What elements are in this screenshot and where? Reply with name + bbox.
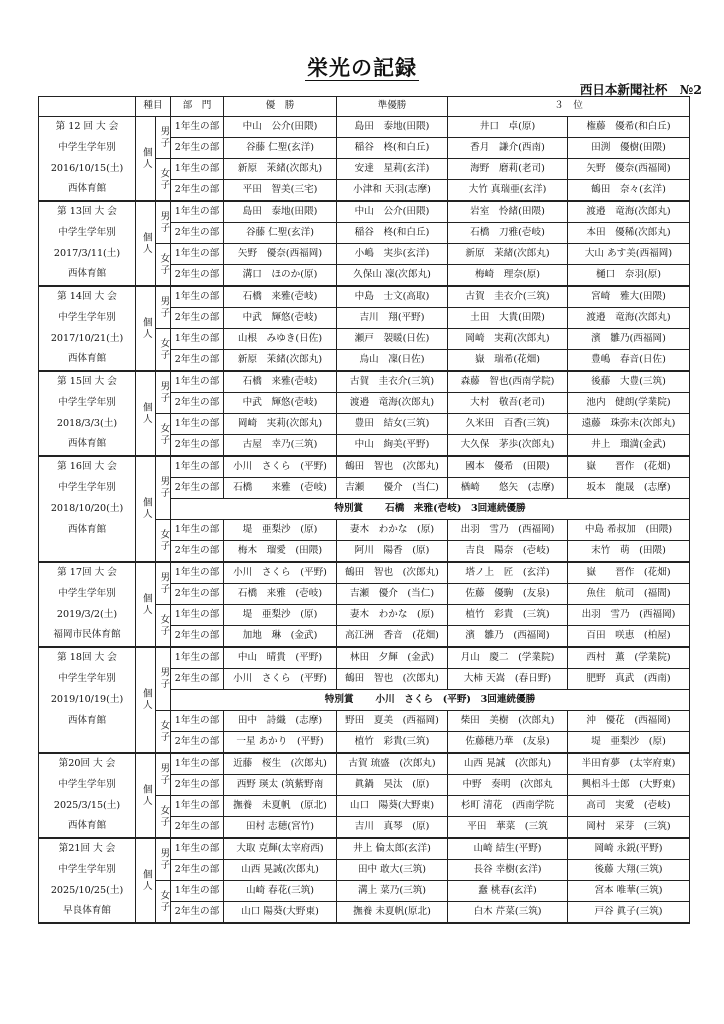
division-cell: 1年生の部	[171, 244, 224, 265]
first-place-cell: 古屋 幸乃(三筑)	[224, 435, 337, 457]
third-place-cell: 田渕 優樹(田隈)	[568, 138, 690, 159]
meet-block	[39, 753, 690, 838]
gender-boys-label: 男子	[156, 371, 171, 414]
meet-block	[39, 117, 690, 202]
second-place-cell: 溝上 菜乃(三筑)	[337, 881, 448, 902]
third-place-cell: 渡邉 竜海(次郎丸)	[568, 201, 690, 223]
third-place-cell: 末竹 萌 (田隈)	[568, 541, 690, 563]
first-place-cell: 中山 晴貴 (平野)	[224, 647, 337, 669]
first-place-cell: 小川 さくら (平野)	[224, 456, 337, 478]
third-place-cell: 佐藤穂乃華 (友泉)	[448, 732, 568, 754]
third-place-cell: 古賀 圭衣介(三筑)	[448, 286, 568, 308]
third-place-cell: 塔ノ上 匠 (玄洋)	[448, 562, 568, 584]
first-place-cell: 石橋 来雅(壱岐)	[224, 371, 337, 393]
division-cell: 1年生の部	[171, 711, 224, 732]
division-cell: 2年生の部	[171, 223, 224, 244]
individual-label: 個人	[136, 838, 156, 923]
third-place-cell: 岡崎 実莉(次郎丸)	[448, 329, 568, 350]
header-blank	[39, 97, 136, 117]
division-cell: 2年生の部	[171, 478, 224, 499]
meet-info-category: 中学生学年別	[39, 223, 136, 244]
second-place-cell: 鶴田 智也 (次郎丸)	[337, 562, 448, 584]
special-award-text: 小川 さくら (平野) 3回連続優勝	[375, 693, 536, 705]
second-place-cell: 久保山 凜(次郎丸)	[337, 265, 448, 287]
result-row	[39, 117, 690, 138]
division-cell: 2年生の部	[171, 138, 224, 159]
division-cell: 1年生の部	[171, 329, 224, 350]
third-place-cell: 香月 謙介(西南)	[448, 138, 568, 159]
first-place-cell: 撫養 未夏帆 (原北)	[224, 796, 337, 817]
third-place-cell: 長谷 幸樹(玄洋)	[448, 860, 568, 881]
second-place-cell: 小津和 天羽(志摩)	[337, 180, 448, 202]
second-place-cell: 中山 公介(田隈)	[337, 201, 448, 223]
third-place-cell: 大久保 茅歩(次郎丸)	[448, 435, 568, 457]
third-place-cell: 宮本 唯華(三筑)	[568, 881, 690, 902]
meet-block	[39, 647, 690, 753]
first-place-cell: 新原 茉緒(次郎丸)	[224, 159, 337, 180]
special-award-label: 特別賞	[334, 502, 364, 514]
meet-info-venue: 西体育館	[39, 435, 136, 457]
third-place-cell: 後藤 大翔(三筑)	[568, 860, 690, 881]
division-cell: 1年生の部	[171, 562, 224, 584]
division-cell: 2年生の部	[171, 584, 224, 605]
third-place-cell: 海野 磨莉(老司)	[448, 159, 568, 180]
individual-label: 個人	[136, 647, 156, 753]
records-table	[38, 96, 690, 924]
third-place-cell: 後藤 大豊(三筑)	[568, 371, 690, 393]
meet-info-category: 中学生学年別	[39, 478, 136, 499]
second-place-cell: 阿川 陽香 (原)	[337, 541, 448, 563]
division-cell: 2年生の部	[171, 350, 224, 372]
gender-girls-label: 女子	[156, 881, 171, 924]
meet-info-category: 中学生学年別	[39, 393, 136, 414]
first-place-cell: 石橋 来雅 (壱岐)	[224, 478, 337, 499]
first-place-cell: 梅木 瑠愛 (田隈)	[224, 541, 337, 563]
third-place-cell: 百田 咲恵 (柏屋)	[568, 626, 690, 648]
division-cell: 2年生の部	[171, 902, 224, 924]
meet-info-venue: 西体育館	[39, 520, 136, 541]
result-row	[39, 201, 690, 223]
header-kind: 種目	[136, 97, 171, 117]
first-place-cell: 堤 亜梨沙 (原)	[224, 520, 337, 541]
meet-info-category: 中学生学年別	[39, 584, 136, 605]
cup-number: №2	[679, 82, 702, 97]
third-place-cell: 半田育夢 (太宰府東)	[568, 753, 690, 775]
meet-info-category: 中学生学年別	[39, 860, 136, 881]
first-place-cell: 堤 亜梨沙 (原)	[224, 605, 337, 626]
third-place-cell: 大竹 真瑞亜(玄洋)	[448, 180, 568, 202]
meet-block	[39, 456, 690, 562]
meet-block	[39, 838, 690, 923]
second-place-cell: 瀬戸 袈暖(日佐)	[337, 329, 448, 350]
division-cell: 1年生の部	[171, 117, 224, 138]
meet-block	[39, 562, 690, 647]
gender-girls-label: 女子	[156, 244, 171, 287]
meet-info-date: 2017/3/11(土)	[39, 244, 136, 265]
meet-info-date: 2018/10/20(土)	[39, 499, 136, 520]
third-place-cell: 中野 奏明 (次郎丸	[448, 775, 568, 796]
meet-info-blank	[39, 732, 136, 754]
second-place-cell: 吉川 真琴 (原)	[337, 817, 448, 839]
meet-info-meet: 第 17回 大 会	[39, 562, 136, 584]
division-cell: 1年生の部	[171, 456, 224, 478]
third-place-cell: 堤 亜梨沙 (原)	[568, 732, 690, 754]
division-cell: 1年生の部	[171, 371, 224, 393]
third-place-cell: 井上 瑠満(金武)	[568, 435, 690, 457]
division-cell: 2年生の部	[171, 435, 224, 457]
gender-boys-label: 男子	[156, 647, 171, 711]
first-place-cell: 西野 瑛太 (筑紫野南	[224, 775, 337, 796]
second-place-cell: 稲谷 柊(和白丘)	[337, 223, 448, 244]
second-place-cell: 烏山 凜(日佐)	[337, 350, 448, 372]
result-row	[39, 562, 690, 584]
gender-boys-label: 男子	[156, 201, 171, 244]
individual-label: 個人	[136, 562, 156, 647]
third-place-cell: 楢崎 悠矢 (志摩)	[448, 478, 568, 499]
meet-info-venue: 西体育館	[39, 711, 136, 732]
gender-girls-label: 女子	[156, 414, 171, 457]
gender-girls-label: 女子	[156, 605, 171, 648]
header-row	[39, 97, 690, 117]
third-place-cell: 大山 あす美(西福岡)	[568, 244, 690, 265]
meet-info-venue: 西体育館	[39, 350, 136, 372]
header-division: 部 門	[171, 97, 224, 117]
third-place-cell: 矢野 優奈(西福岡)	[568, 159, 690, 180]
third-place-cell: 戸谷 眞子(三筑)	[568, 902, 690, 924]
second-place-cell: 中山 絢美(平野)	[337, 435, 448, 457]
third-place-cell: 柴田 美樹 (次郎丸)	[448, 711, 568, 732]
result-row	[39, 838, 690, 860]
third-place-cell: 渡邉 竜海(次郎丸)	[568, 308, 690, 329]
division-cell: 2年生の部	[171, 265, 224, 287]
meet-info-blank	[39, 541, 136, 563]
third-place-cell: 國本 優希 (田隈)	[448, 456, 568, 478]
individual-label: 個人	[136, 117, 156, 202]
third-place-cell: 嶽 晋作 (花畑)	[568, 456, 690, 478]
meet-info-meet: 第 18回 大 会	[39, 647, 136, 669]
third-place-cell: 鶴田 奈々(玄洋)	[568, 180, 690, 202]
first-place-cell: 中武 輝悠(壱岐)	[224, 393, 337, 414]
first-place-cell: 新原 茉緒(次郎丸)	[224, 350, 337, 372]
second-place-cell: 鶴田 智也 (次郎丸)	[337, 456, 448, 478]
division-cell: 2年生の部	[171, 732, 224, 754]
individual-label: 個人	[136, 371, 156, 456]
second-place-cell: 古賀 圭衣介(三筑)	[337, 371, 448, 393]
third-place-cell: 宮崎 雅大(田隈)	[568, 286, 690, 308]
meet-info-category: 中学生学年別	[39, 308, 136, 329]
header-second: 準優勝	[337, 97, 448, 117]
third-place-cell: 蠢 桃春(玄洋)	[448, 881, 568, 902]
second-place-cell: 妻木 わかな (原)	[337, 520, 448, 541]
gender-boys-label: 男子	[156, 286, 171, 329]
meet-block	[39, 201, 690, 286]
meet-block	[39, 371, 690, 456]
meet-info-venue: 福岡市民体育館	[39, 626, 136, 648]
third-place-cell: 魚住 航司 (福間)	[568, 584, 690, 605]
gender-boys-label: 男子	[156, 753, 171, 796]
meet-info-meet: 第21回 大 会	[39, 838, 136, 860]
third-place-cell: 豊嶋 春音(日佐)	[568, 350, 690, 372]
third-place-cell: 興梠斗士郎 (大野東)	[568, 775, 690, 796]
special-award-text: 石橋 来雅(壱岐) 3回連続優勝	[385, 502, 526, 514]
third-place-cell: 出羽 雪乃 (西福岡)	[448, 520, 568, 541]
result-row	[39, 647, 690, 669]
meet-info-meet: 第 15回 大 会	[39, 371, 136, 393]
third-place-cell: 西村 薫 (学業院)	[568, 647, 690, 669]
second-place-cell: 吉瀬 優介 (当仁)	[337, 478, 448, 499]
division-cell: 2年生の部	[171, 308, 224, 329]
first-place-cell: 大取 克輝(太宰府西)	[224, 838, 337, 860]
first-place-cell: 岡崎 実莉(次郎丸)	[224, 414, 337, 435]
third-place-cell: 岡崎 永鋭(平野)	[568, 838, 690, 860]
first-place-cell: 山崎 春花(三筑)	[224, 881, 337, 902]
third-place-cell: 岡村 采芽 (三筑)	[568, 817, 690, 839]
third-place-cell: 大柿 天嵩 (春日野)	[448, 669, 568, 690]
meet-info-date: 2016/10/15(土)	[39, 159, 136, 180]
meet-block	[39, 286, 690, 371]
division-cell: 1年生の部	[171, 753, 224, 775]
first-place-cell: 田中 詩織 (志摩)	[224, 711, 337, 732]
third-place-cell: 森藤 智也(西南学院)	[448, 371, 568, 393]
division-cell: 2年生の部	[171, 541, 224, 563]
third-place-cell: 中島 希叔加 (田隈)	[568, 520, 690, 541]
first-place-cell: 矢野 優奈(西福岡)	[224, 244, 337, 265]
second-place-cell: 吉川 翔(平野)	[337, 308, 448, 329]
third-place-cell: 濱 雛乃 (西福岡)	[448, 626, 568, 648]
division-cell: 1年生の部	[171, 286, 224, 308]
third-place-cell: 肥野 真武 (西南)	[568, 669, 690, 690]
division-cell: 1年生の部	[171, 647, 224, 669]
division-cell: 1年生の部	[171, 796, 224, 817]
meet-info-date: 2017/10/21(土)	[39, 329, 136, 350]
meet-info-venue: 早良体育館	[39, 902, 136, 924]
result-row	[39, 371, 690, 393]
header-third: ３ 位	[448, 97, 690, 117]
third-place-cell: 井口 卓(原)	[448, 117, 568, 138]
result-row	[39, 286, 690, 308]
meet-info-venue: 西体育館	[39, 817, 136, 839]
third-place-cell: 池内 健朗(学業院)	[568, 393, 690, 414]
third-place-cell: 本田 優稀(次郎丸)	[568, 223, 690, 244]
third-place-cell: 杉町 清花 (西南学院	[448, 796, 568, 817]
gender-girls-label: 女子	[156, 329, 171, 372]
second-place-cell: 田中 敢大(三筑)	[337, 860, 448, 881]
gender-girls-label: 女子	[156, 711, 171, 754]
first-place-cell: 溝口 ほのか(原)	[224, 265, 337, 287]
third-place-cell: 佐藤 優駒 (友泉)	[448, 584, 568, 605]
first-place-cell: 山口 陽葵(大野東)	[224, 902, 337, 924]
division-cell: 1年生の部	[171, 414, 224, 435]
result-row	[39, 753, 690, 775]
gender-girls-label: 女子	[156, 159, 171, 202]
second-place-cell: 吉瀬 優介 (当仁)	[337, 584, 448, 605]
third-place-cell: 月山 慶二 (学業院)	[448, 647, 568, 669]
division-cell: 2年生の部	[171, 393, 224, 414]
first-place-cell: 近藤 桜生 (次郎丸)	[224, 753, 337, 775]
first-place-cell: 山西 晃誠(次郎丸)	[224, 860, 337, 881]
meet-info-meet: 第 12 回 大 会	[39, 117, 136, 138]
third-place-cell: 高司 実愛 (壱岐)	[568, 796, 690, 817]
third-place-cell: 平田 華菜 (三筑	[448, 817, 568, 839]
division-cell: 2年生の部	[171, 180, 224, 202]
meet-info-date: 2019/10/19(土)	[39, 690, 136, 711]
second-place-cell: 撫養 未夏帆(原北)	[337, 902, 448, 924]
second-place-cell: 小嶋 実歩(玄洋)	[337, 244, 448, 265]
special-award	[171, 499, 690, 520]
third-place-cell: 大村 敬吾(老司)	[448, 393, 568, 414]
gender-girls-label: 女子	[156, 796, 171, 839]
third-place-cell: 樋口 奈羽(原)	[568, 265, 690, 287]
result-row	[39, 456, 690, 478]
division-cell: 1年生の部	[171, 159, 224, 180]
meet-info-date: 2025/10/25(土)	[39, 881, 136, 902]
page-title: 栄光の記録	[307, 55, 417, 80]
second-place-cell: 渡邉 竜海(次郎丸)	[337, 393, 448, 414]
division-cell: 2年生の部	[171, 860, 224, 881]
third-place-cell: 山崎 結生(平野)	[448, 838, 568, 860]
third-place-cell: 濱 雛乃(西福岡)	[568, 329, 690, 350]
third-place-cell: 嶽 晋作 (花畑)	[568, 562, 690, 584]
meet-info-date: 2018/3/3(土)	[39, 414, 136, 435]
meet-info-category: 中学生学年別	[39, 775, 136, 796]
second-place-cell: 妻木 わかな (原)	[337, 605, 448, 626]
meet-info-venue: 西体育館	[39, 180, 136, 202]
meet-info-meet: 第 13回 大 会	[39, 201, 136, 223]
meet-info-venue: 西体育館	[39, 265, 136, 287]
division-cell: 1年生の部	[171, 838, 224, 860]
gender-boys-label: 男子	[156, 117, 171, 159]
second-place-cell: 植竹 彩貴(三筑)	[337, 732, 448, 754]
third-place-cell: 岩室 怜緒(田隈)	[448, 201, 568, 223]
third-place-cell: 吉良 陽奈 (壱岐)	[448, 541, 568, 563]
third-place-cell: 権藤 優希(和白丘)	[568, 117, 690, 138]
second-place-cell: 豊田 結女(三筑)	[337, 414, 448, 435]
second-place-cell: 野田 夏美 (西福岡)	[337, 711, 448, 732]
special-award-label: 特別賞	[324, 693, 354, 705]
first-place-cell: 小川 さくら (平野)	[224, 562, 337, 584]
second-place-cell: 林田 夕輝 (金武)	[337, 647, 448, 669]
meet-info-category: 中学生学年別	[39, 138, 136, 159]
second-place-cell: 山口 陽葵(大野東)	[337, 796, 448, 817]
first-place-cell: 谷藤 仁聖(玄洋)	[224, 223, 337, 244]
first-place-cell: 小川 さくら (平野)	[224, 669, 337, 690]
first-place-cell: 中山 公介(田隈)	[224, 117, 337, 138]
third-place-cell: 出羽 雪乃 (西福岡)	[568, 605, 690, 626]
third-place-cell: 山西 晃誠 (次郎丸)	[448, 753, 568, 775]
gender-boys-label: 男子	[156, 838, 171, 881]
meet-info-category: 中学生学年別	[39, 669, 136, 690]
cup-label: 西日本新聞社杯	[579, 82, 668, 97]
second-place-cell: 中島 士文(高取)	[337, 286, 448, 308]
second-place-cell: 井上 倫太郎(玄洋)	[337, 838, 448, 860]
first-place-cell: 石橋 来雅 (壱岐)	[224, 584, 337, 605]
third-place-cell: 沖 優花 (西福岡)	[568, 711, 690, 732]
gender-boys-label: 男子	[156, 456, 171, 520]
first-place-cell: 平田 智美(三宅)	[224, 180, 337, 202]
division-cell: 2年生の部	[171, 669, 224, 690]
third-place-cell: 白木 芹菜(三筑)	[448, 902, 568, 924]
meet-info-meet: 第 14回 大 会	[39, 286, 136, 308]
third-place-cell: 久米田 百香(三筑)	[448, 414, 568, 435]
division-cell: 1年生の部	[171, 605, 224, 626]
second-place-cell: 古賀 琉盛 (次郎丸)	[337, 753, 448, 775]
individual-label: 個人	[136, 286, 156, 371]
first-place-cell: 田村 志穂(宮竹)	[224, 817, 337, 839]
special-award	[171, 690, 690, 711]
second-place-cell: 眞鍋 昊汰 (原)	[337, 775, 448, 796]
second-place-cell: 鶴田 智也 (次郎丸)	[337, 669, 448, 690]
gender-girls-label: 女子	[156, 520, 171, 563]
meet-info-meet: 第20回 大 会	[39, 753, 136, 775]
first-place-cell: 山根 みゆき(日佐)	[224, 329, 337, 350]
division-cell: 1年生の部	[171, 201, 224, 223]
second-place-cell: 安達 星莉(玄洋)	[337, 159, 448, 180]
first-place-cell: 島田 泰地(田隈)	[224, 201, 337, 223]
division-cell: 2年生の部	[171, 817, 224, 839]
meet-info-meet: 第 16回 大 会	[39, 456, 136, 478]
header-first: 優 勝	[224, 97, 337, 117]
first-place-cell: 中武 輝悠(壱岐)	[224, 308, 337, 329]
third-place-cell: 坂本 龍晟 (志摩)	[568, 478, 690, 499]
third-place-cell: 石橋 刀雅(壱岐)	[448, 223, 568, 244]
meet-info-date: 2025/3/15(土)	[39, 796, 136, 817]
first-place-cell: 石橋 来雅(壱岐)	[224, 286, 337, 308]
second-place-cell: 稲谷 柊(和白丘)	[337, 138, 448, 159]
first-place-cell: 加地 琳 (金武)	[224, 626, 337, 648]
third-place-cell: 新原 茉緒(次郎丸)	[448, 244, 568, 265]
third-place-cell: 遠藤 珠弥未(次郎丸)	[568, 414, 690, 435]
third-place-cell: 嶽 瑞希(花畑)	[448, 350, 568, 372]
division-cell: 1年生の部	[171, 881, 224, 902]
division-cell: 2年生の部	[171, 626, 224, 648]
division-cell: 1年生の部	[171, 520, 224, 541]
third-place-cell: 梅崎 理奈(原)	[448, 265, 568, 287]
second-place-cell: 高江洲 香音 (花畑)	[337, 626, 448, 648]
individual-label: 個人	[136, 456, 156, 562]
second-place-cell: 島田 泰地(田隈)	[337, 117, 448, 138]
division-cell: 2年生の部	[171, 775, 224, 796]
third-place-cell: 土田 大貴(田隈)	[448, 308, 568, 329]
first-place-cell: 一星 あかり (平野)	[224, 732, 337, 754]
meet-info-date: 2019/3/2(土)	[39, 605, 136, 626]
third-place-cell: 植竹 彩貴 (三筑)	[448, 605, 568, 626]
gender-boys-label: 男子	[156, 562, 171, 605]
individual-label: 個人	[136, 201, 156, 286]
individual-label: 個人	[136, 753, 156, 838]
first-place-cell: 谷藤 仁聖(玄洋)	[224, 138, 337, 159]
